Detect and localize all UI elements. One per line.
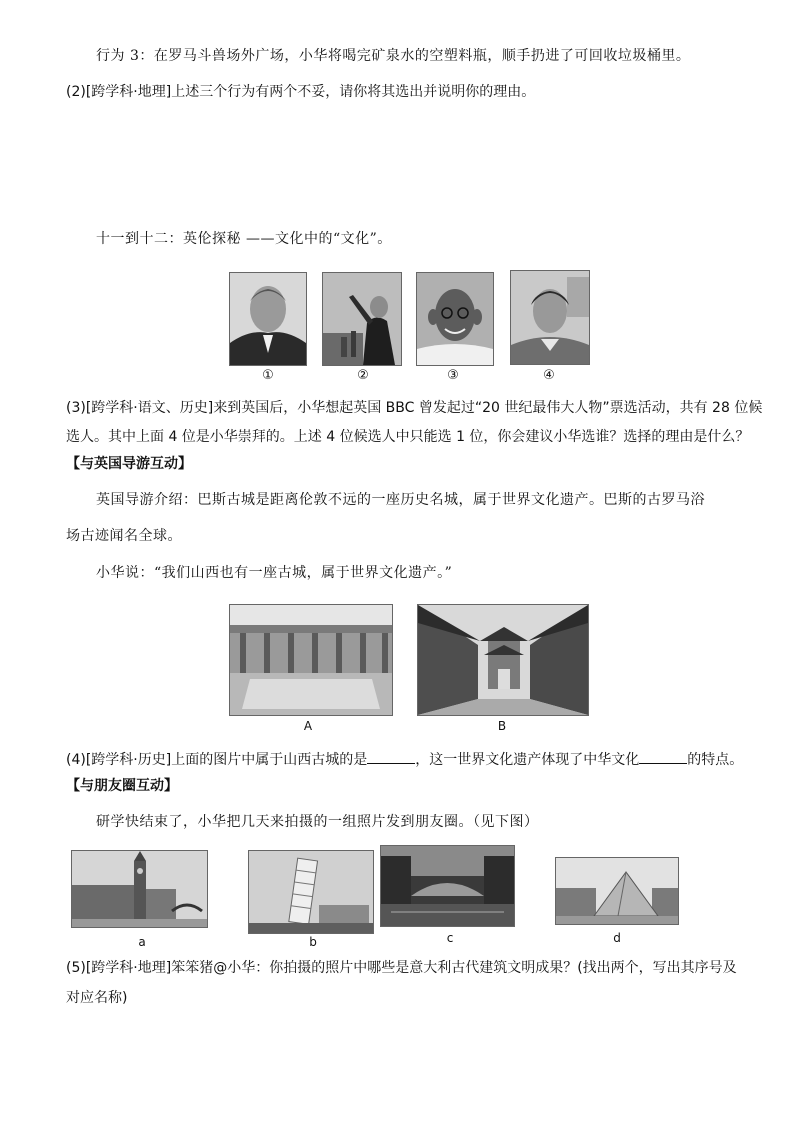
portrait-label-1: ① <box>262 368 274 383</box>
answer-blank-2[interactable] <box>639 749 687 764</box>
photo-pingyao-street <box>417 604 589 716</box>
question-4-part-1: (4)[跨学科·历史]上面的图片中属于山西古城的是 <box>66 752 368 768</box>
question-3-line-2: 选人。其中上面 4 位是小华崇拜的。上述 4 位候选人中只能选 1 位，你会建议小华选谁？选择的理由是什么？ <box>66 429 750 445</box>
photo-label-b-upper: B <box>497 719 507 733</box>
guide-intro-line-1: 英国导游介绍：巴斯古城是距离伦敦不远的一座历史名城，属于世界文化遗产。巴斯的古罗马浴 <box>96 492 705 508</box>
friends-intro: 研学快结束了，小华把几天来拍摄的一组照片发到朋友圈。（见下图） <box>96 814 539 830</box>
question-3-line-1: (3)[跨学科·语文、历史]来到英国后，小华想起英国 BBC 曾发起过“20 世纪最伟大人物”票选活动，共有 28 位候 <box>66 400 763 416</box>
portrait-label-3: ③ <box>447 368 459 383</box>
question-4 <box>66 749 743 770</box>
photo-venice-rialto <box>380 845 515 927</box>
portrait-label-4: ④ <box>543 368 555 383</box>
photo-label-b-lower: b <box>309 935 317 949</box>
photo-label-c: c <box>446 931 454 945</box>
section-heading: 十一到十二：英伦探秘 ——文化中的“文化”。 <box>96 231 392 247</box>
guide-heading: 【与英国导游互动】 <box>66 456 192 472</box>
photo-leaning-tower-of-pisa <box>248 850 374 934</box>
answer-blank-1[interactable] <box>367 749 415 764</box>
portrait-2 <box>322 272 402 366</box>
photo-label-a-lower: a <box>138 935 146 949</box>
xiaohua-statement: 小华说：“我们山西也有一座古城，属于世界文化遗产。” <box>96 565 453 581</box>
photo-louvre-pyramid <box>555 857 679 925</box>
question-5-line-1: (5)[跨学科·地理]笨笨猪@小华：你拍摄的照片中哪些是意大利古代建筑文明成果？(找出两个，写出其序号及 <box>66 960 737 976</box>
photo-roman-baths <box>229 604 393 716</box>
portrait-1 <box>229 272 307 366</box>
portrait-4 <box>510 270 590 365</box>
question-4-part-2: ，这一世界文化遗产体现了中华文化 <box>415 752 640 768</box>
friends-heading: 【与朋友圈互动】 <box>66 778 178 794</box>
photo-label-a-upper: A <box>303 719 313 733</box>
guide-intro-line-2: 场古迹闻名全球。 <box>66 528 182 544</box>
portrait-3 <box>416 272 494 366</box>
question-4-part-3: 的特点。 <box>687 752 744 768</box>
question-2: (2)[跨学科·地理]上述三个行为有两个不妥，请你将其选出并说明你的理由。 <box>66 84 536 100</box>
photo-big-ben <box>71 850 208 928</box>
photo-label-d: d <box>613 931 621 945</box>
question-5-line-2: 对应名称) <box>66 990 128 1006</box>
behavior-3-text: 行为 3：在罗马斗兽场外广场，小华将喝完矿泉水的空塑料瓶，顺手扔进了可回收垃圾桶里。 <box>96 48 691 64</box>
portrait-label-2: ② <box>357 368 369 383</box>
